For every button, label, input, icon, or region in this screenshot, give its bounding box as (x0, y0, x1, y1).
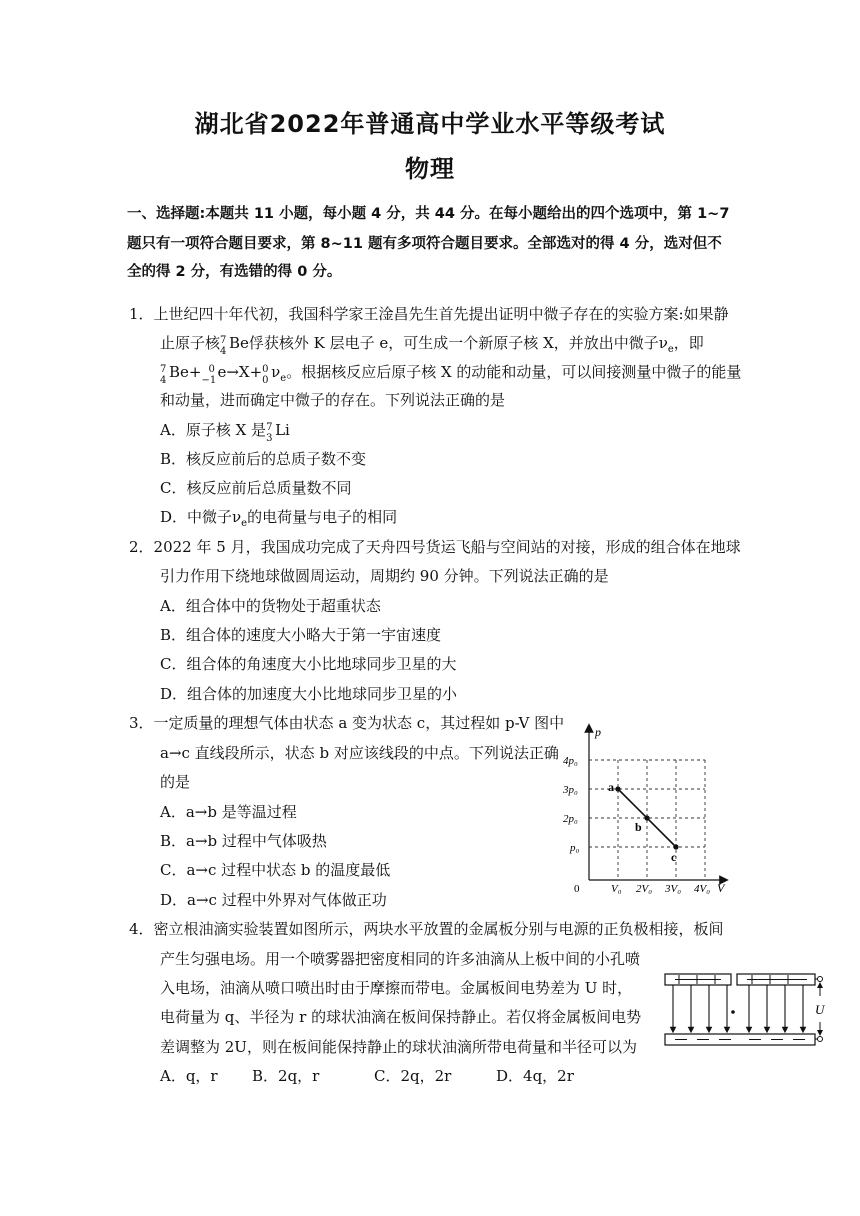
be-mass-number: 7 (220, 335, 227, 346)
y-tick-4p0: 4p₀ (563, 755, 578, 767)
q1-option-d-post: 的电荷量与电子的相同 (247, 508, 398, 526)
q1-eq-be: Be+ (169, 363, 202, 381)
instructions-line-1: 一、选择题:本题共 11 小题，每小题 4 分，共 44 分。在每小题给出的四个选项中，第 1~7 (127, 206, 730, 222)
q1-line-3-post: 。根据核反应后原子核 X 的动能和动量，可以间接测量中微子的能量 (286, 363, 742, 381)
instructions-line-3: 全的得 2 分，有选错的得 0 分。 (127, 264, 342, 280)
q1-option-b: B．核反应前后的总质子数不变 (160, 450, 367, 468)
q1-line-2-post: ，即 (673, 334, 704, 352)
point-b-label: b (635, 820, 642, 834)
be-mass-number-2: 7 (160, 364, 167, 375)
nu-subscript: e (667, 344, 674, 355)
nu-isotope-prefix (262, 362, 271, 386)
q2-option-d: D．组合体的加速度大小比地球同步卫星的小 (160, 685, 458, 703)
be-isotope-prefix-2 (160, 362, 169, 386)
origin-label: 0 (574, 883, 580, 895)
bottom-plate (665, 1034, 815, 1045)
q1-line-4: 和动量，进而确定中微子的存在。下列说法正确的是 (160, 391, 506, 409)
q4-line-2: 产生匀强电场。用一个喷雾器把密度相同的许多油滴从上板中间的小孔喷 (160, 950, 641, 968)
nu-subscript-3: e (241, 518, 248, 529)
q1-line-2-mid: Be俘获核外 K 层电子 e，可生成一个新原子核 X，并放出中微子ν (229, 334, 668, 352)
q3-line-2: a→c 直线段所示，状态 b 对应该线段的中点。下列说法正确 (160, 744, 559, 762)
li-atomic-number: 3 (266, 433, 273, 444)
x-tick-3v0: 3V₀ (665, 883, 682, 895)
be-atomic-number: 4 (220, 346, 227, 357)
point-a-label: a (608, 780, 614, 794)
li-isotope-prefix (266, 420, 275, 444)
q4-option-d: D．4q，2r (496, 1067, 574, 1085)
q3-option-c: C．a→c 过程中状态 b 的温度最低 (160, 861, 391, 879)
q4-option-c: C．2q，2r (374, 1067, 452, 1085)
nu-mass-number: 0 (262, 364, 269, 375)
pv-diagram (552, 722, 737, 897)
li-mass-number: 7 (266, 422, 273, 433)
point-c-label: c (671, 850, 677, 864)
q4-line-3: 入电场，油滴从喷口喷出时由于摩擦而带电。金属板间电势差为 U 时， (160, 979, 633, 997)
x-tick-2v0: 2V₀ (636, 883, 653, 895)
voltage-label: U (815, 1002, 825, 1017)
q3-option-a: A．a→b 是等温过程 (160, 803, 297, 821)
v-axis-label: V (717, 881, 725, 895)
q2-option-a: A．组合体中的货物处于超重状态 (160, 597, 381, 615)
be-isotope-prefix (220, 333, 229, 357)
instructions-line-2: 题只有一项符合题目要求，第 8~11 题有多项符合题目要求。全部选对的得 4 分，选对但不 (127, 236, 722, 252)
electron-charge-number: −1 (201, 375, 217, 386)
q3-line-3: 的是 (160, 773, 191, 791)
electron-isotope-prefix (201, 362, 217, 386)
nu-charge-number: 0 (262, 375, 269, 386)
x-tick-v0: V₀ (611, 883, 622, 895)
q4-option-b: B．2q，r (252, 1067, 320, 1085)
x-tick-4v0: 4V₀ (694, 883, 711, 895)
subject-title: 物理 (405, 155, 455, 183)
li-symbol: Li (275, 421, 290, 439)
q2-line-1: 2．2022 年 5 月，我国成功完成了天舟四号货运飞船与空间站的对接，形成的组合体在地球 (129, 538, 741, 556)
q1-option-a-text: A．原子核 X 是 (160, 421, 267, 439)
q3-line-1: 3．一定质量的理想气体由状态 a 变为状态 c，其过程如 p-V 图中 (129, 714, 565, 732)
q1-line-3 (160, 362, 741, 389)
q4-line-5: 差调整为 2U，则在板间能保持静止的球状油滴所带电荷量和半径可以为 (160, 1038, 637, 1056)
q2-option-c: C．组合体的角速度大小比地球同步卫星的大 (160, 655, 457, 673)
q2-option-b: B．组合体的速度大小略大于第一宇宙速度 (160, 626, 442, 644)
point-c-dot (673, 844, 678, 849)
field-lines (673, 985, 803, 1030)
q3-option-d: D．a→c 过程中外界对气体做正功 (160, 891, 387, 909)
y-tick-2p0: 2p₀ (563, 813, 578, 825)
q1-line-1: 1．上世纪四十年代初，我国科学家王淦昌先生首先提出证明中微子存在的实验方案:如果静 (129, 305, 729, 323)
millikan-apparatus-diagram (657, 966, 827, 1056)
q4-line-1: 4．密立根油滴实验装置如图所示，两块水平放置的金属板分别与电源的正负极相接，板间 (129, 920, 724, 938)
top-terminal (818, 977, 823, 982)
q1-option-c: C．核反应前后总质量数不同 (160, 479, 352, 497)
q1-option-a (160, 420, 290, 444)
q2-line-2: 引力作用下绕地球做圆周运动，周期约 90 分钟。下列说法正确的是 (160, 567, 609, 585)
q1-option-d (160, 507, 397, 534)
be-atomic-number-2: 4 (160, 375, 167, 386)
y-tick-3p0: 3p₀ (563, 784, 578, 796)
y-tick-p0: p₀ (570, 842, 580, 854)
q1-eq-nu: ν (271, 363, 281, 381)
point-b-dot (644, 815, 649, 820)
q4-option-a: A．q，r (160, 1067, 218, 1085)
q1-option-d-pre: D．中微子ν (160, 508, 242, 526)
nu-subscript-2: e (280, 373, 287, 384)
bottom-terminal (818, 1037, 823, 1042)
q1-line-2 (160, 333, 704, 360)
electron-mass-number: 0 (208, 364, 215, 375)
q1-line-2-pre: 止原子核 (160, 334, 221, 352)
exam-title: 湖北省2022年普通高中学业水平等级考试 (194, 110, 666, 138)
oil-droplet (731, 1010, 735, 1014)
q3-option-b: B．a→b 过程中气体吸热 (160, 832, 327, 850)
p-axis-label: p (595, 725, 601, 739)
q4-line-4: 电荷量为 q、半径为 r 的球状油滴在板间保持静止。若仅将金属板间电势 (160, 1008, 642, 1026)
point-a-dot (615, 786, 620, 791)
q1-eq-e: e→X+ (217, 363, 263, 381)
